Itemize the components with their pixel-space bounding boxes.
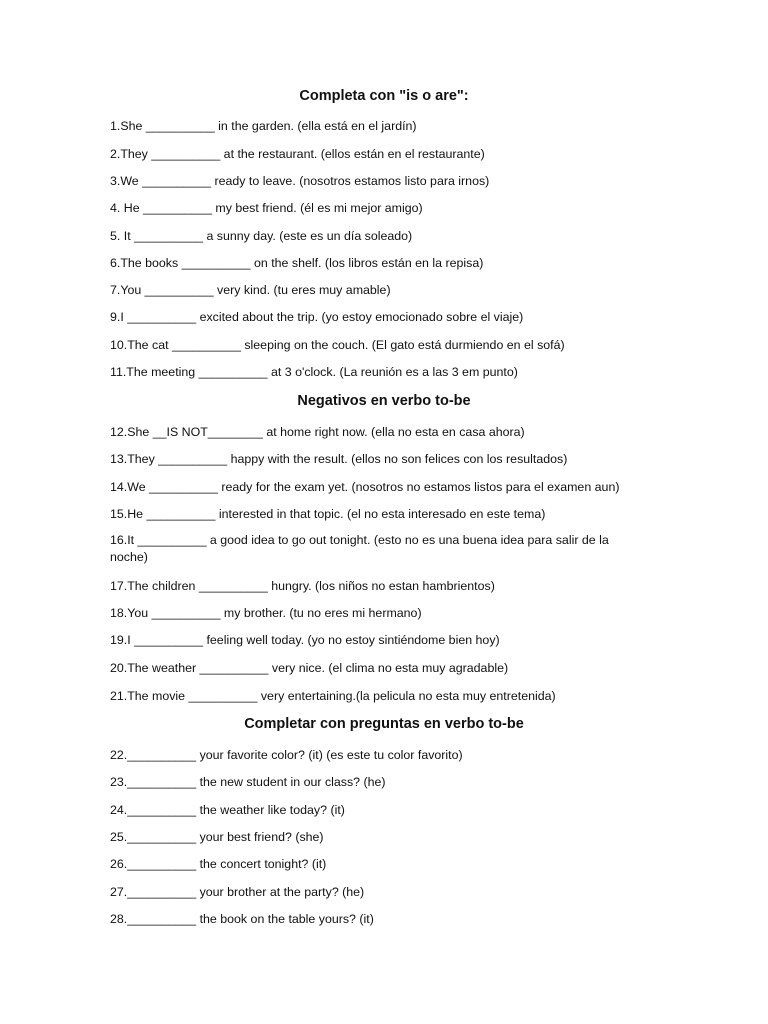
exercise-item-4: 4. He __________ my best friend. (él es mi mejor amigo) bbox=[110, 201, 423, 215]
section-title-is-are: Completa con "is o are": bbox=[299, 88, 469, 104]
exercise-item-21: 21.The movie __________ very entertaining.(la pelicula no esta muy entretenida) bbox=[110, 689, 556, 703]
exercise-item-22: 22.__________ your favorite color? (it) (es este tu color favorito) bbox=[110, 748, 463, 762]
section-title-questions: Completar con preguntas en verbo to-be bbox=[244, 716, 524, 732]
exercise-item-17: 17.The children __________ hungry. (los niños no estan hambrientos) bbox=[110, 579, 495, 593]
exercise-item-1: 1.She __________ in the garden. (ella está en el jardín) bbox=[110, 119, 417, 133]
exercise-item-2: 2.They __________ at the restaurant. (ellos están en el restaurante) bbox=[110, 147, 485, 161]
exercise-item-23: 23.__________ the new student in our class? (he) bbox=[110, 775, 386, 789]
section-title-negatives: Negativos en verbo to-be bbox=[297, 393, 471, 409]
exercise-item-3: 3.We __________ ready to leave. (nosotros estamos listo para irnos) bbox=[110, 174, 490, 188]
exercise-item-19: 19.I __________ feeling well today. (yo no estoy sintiéndome bien hoy) bbox=[110, 633, 500, 647]
exercise-item-27: 27.__________ your brother at the party? (he) bbox=[110, 885, 365, 899]
exercise-item-24: 24.__________ the weather like today? (it) bbox=[110, 803, 345, 817]
exercise-item-15: 15.He __________ interested in that topic. (el no esta interesado en este tema) bbox=[110, 507, 546, 521]
exercise-item-7: 7.You __________ very kind. (tu eres muy amable) bbox=[110, 283, 391, 297]
exercise-item-20: 20.The weather __________ very nice. (el clima no esta muy agradable) bbox=[110, 661, 509, 675]
exercise-item-12: 12.She __IS NOT________ at home right now. (ella no esta en casa ahora) bbox=[110, 425, 525, 439]
exercise-item-16: 16.It __________ a good idea to go out tonight. (esto no es una buena idea para salir de la noche) bbox=[110, 533, 609, 564]
exercise-item-6: 6.The books __________ on the shelf. (los libros están en la repisa) bbox=[110, 256, 484, 270]
exercise-item-28: 28.__________ the book on the table yours? (it) bbox=[110, 912, 374, 926]
exercise-item-14: 14.We __________ ready for the exam yet. (nosotros no estamos listos para el examen aun) bbox=[110, 480, 620, 494]
exercise-item-5: 5. It __________ a sunny day. (este es un día soleado) bbox=[110, 229, 413, 243]
exercise-item-11: 11.The meeting __________ at 3 o'clock. (La reunión es a las 3 em punto) bbox=[110, 365, 518, 379]
exercise-item-13: 13.They __________ happy with the result. (ellos no son felices con los resultados) bbox=[110, 452, 568, 466]
exercise-item-25: 25.__________ your best friend? (she) bbox=[110, 830, 324, 844]
exercise-item-10: 10.The cat __________ sleeping on the couch. (El gato está durmiendo en el sofá) bbox=[110, 338, 565, 352]
exercise-item-9: 9.I __________ excited about the trip. (yo estoy emocionado sobre el viaje) bbox=[110, 310, 524, 324]
exercise-item-18: 18.You __________ my brother. (tu no eres mi hermano) bbox=[110, 606, 422, 620]
exercise-item-26: 26.__________ the concert tonight? (it) bbox=[110, 857, 327, 871]
